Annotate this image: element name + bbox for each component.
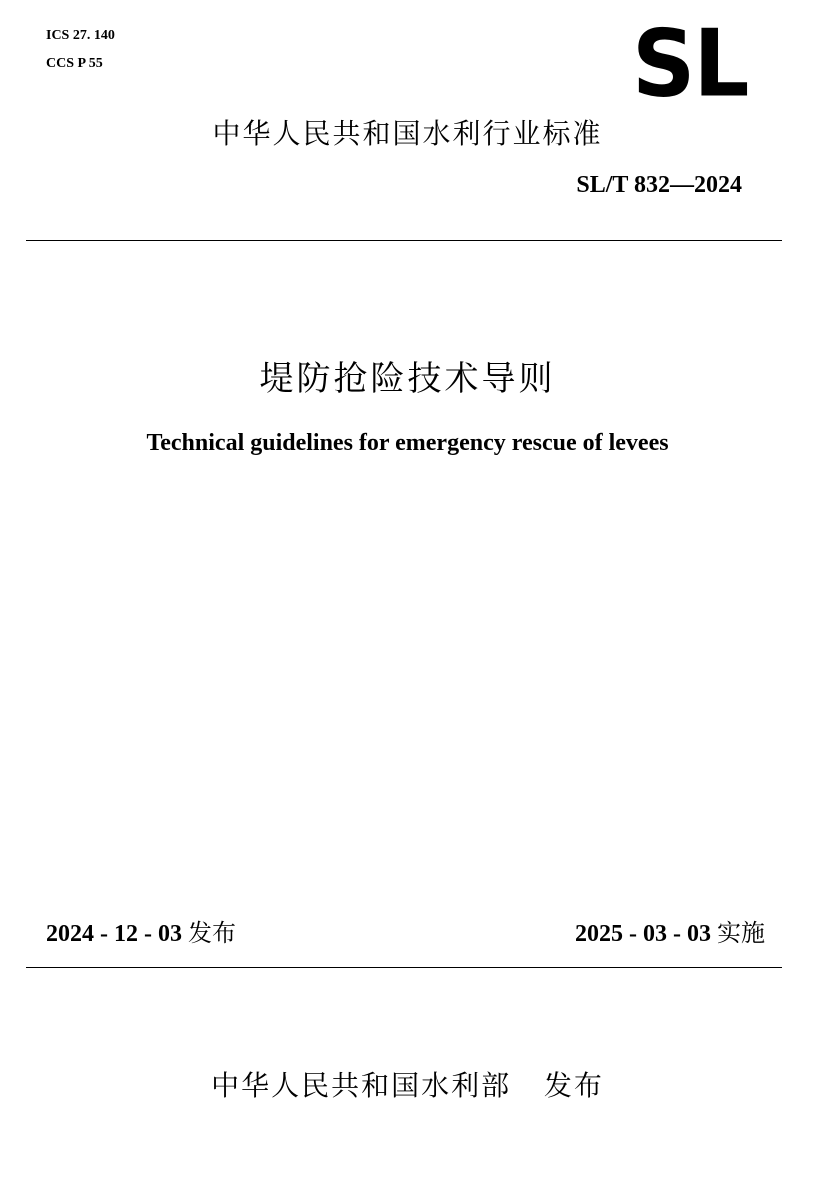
document-title-chinese: 堤防抢险技术导则 — [259, 359, 556, 399]
implementation-date-block — [575, 916, 765, 951]
publisher: 中华人民共和国水利部 发布 — [211, 1069, 604, 1102]
ccs-code: CCS P 55 — [46, 56, 103, 71]
ics-code: ICS 27. 140 — [46, 28, 115, 43]
issue-label: 发布 — [187, 919, 236, 947]
sl-logo: SL — [632, 9, 748, 118]
document-title-english: Technical guidelines for emergency rescue of levees — [146, 430, 669, 456]
issue-date-block — [46, 916, 236, 951]
top-divider — [26, 240, 782, 241]
implementation-label: 实施 — [717, 919, 765, 947]
organization-title: 中华人民共和国水利行业标准 — [212, 117, 603, 150]
issue-date: 2024 - 12 - 03 — [46, 921, 182, 947]
standard-code: SL/T 832—2024 — [576, 172, 742, 198]
implementation-date: 2025 - 03 - 03 — [575, 921, 711, 947]
bottom-divider — [26, 967, 782, 968]
